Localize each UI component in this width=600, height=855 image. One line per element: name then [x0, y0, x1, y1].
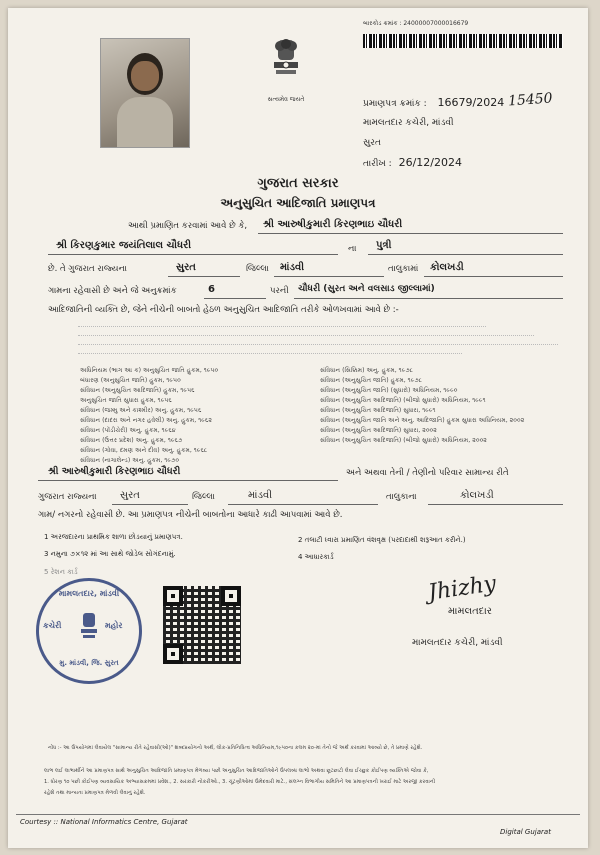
order-item: સંવિધાન (નાગાલેન્ડ) અનુ. હુકમ, ૧૯૭૦ [80, 457, 180, 464]
order-item: સંવિધાન (અનુસુચિત જાતિ) (સુધારો) અધિનિયમ, ૧૯૯૦ [320, 387, 458, 394]
signatory-title: મામલતદાર [448, 606, 492, 617]
state-label: ગુજરાત રાજ્યના [38, 492, 97, 502]
serial-number: 6 [208, 284, 215, 295]
basis-line: ગામ/ નગરનો રહેવાસી છે. આ પ્રમાણપત્ર નીચેની બાબતોના આધારે કાઢી આપવામાં આવે છે. [38, 510, 343, 520]
emblem-caption: સત્યમેવ જયતે [267, 96, 305, 103]
issuing-place: સુરત [363, 138, 381, 148]
qr-code [163, 586, 241, 664]
order-item: સંવિધાન (અનુસુચિત આદિજાતિ) હુકમ, ૧૯૫૬ [80, 387, 195, 394]
acts-paragraph [78, 318, 558, 354]
order-item: સંવિધાન (અનુસુચિત આદિજાતિ) (બીજો સુધારો) અધિનિયમ, ૧૯૯૧ [320, 397, 486, 404]
footer-note-3: 1. ધોરણ ૧૦ પછી કોઈપણ વ્યવસાયિક અભ્યાસક્રમમાં પ્રવેશ., 2. સરકારી નોકરીઓ., 3. ચૂંટણીઓમાં ઉમેદવારી માટે., સંલગ્ન વિભાગીય સમિતિને આ પ્રમાણપત્રની ખરાઈ માટે અરજી કરવાની [44, 779, 436, 785]
village: કોલખડી [430, 262, 464, 273]
village-2: કોલખડી [460, 490, 494, 501]
orders-right-list [320, 366, 570, 446]
order-item: સંવિધાન (જમ્મુ અને કાશ્મીર) અનુ. હુકમ, ૧૯૫૬ [80, 407, 202, 414]
zilla-label: જિલ્લા [246, 264, 269, 274]
issuing-office: મામલતદાર કચેરી, માંડવી [363, 118, 454, 128]
order-item: સંવિધાન (ઉત્તર પ્રદેશ) અનુ. હુકમ, ૧૯૬૭ [80, 437, 183, 444]
applicant-name-repeat: શ્રી આરુષીકુમારી કિરણભાઇ ચૌધરી [48, 466, 181, 477]
order-item: સંવિધાન (પોંડીચેરી) અનુ. હુકમ, ૧૯૬૪ [80, 427, 176, 434]
family-line: અને અથવા તેની / તેણીનો પરિવાર સામાન્ય રીતે [346, 468, 509, 478]
order-item: સંવિધાન (અનુસુચિત આદિજાતિ) (બીજો સુધારો) અધિનિયમ, ૨૦૦૨ [320, 437, 487, 444]
barcode-label: બારકોડ ક્રમાંક : 24000007000016679 [363, 20, 469, 27]
na-label: ના [348, 244, 357, 254]
tribe-name: ચૌધરી (સુરત અને વલસાડ જીલ્લામાં) [298, 284, 435, 294]
digital-gujarat-label: Digital Gujarat [500, 828, 551, 836]
footer-note-4: રહેશે તથા માન્યતા પ્રમાણપત્ર મેળવી લેવાનું રહેશે. [44, 790, 146, 796]
district-2: સુરત [120, 490, 140, 501]
signature-scribble: Jhizhy [426, 571, 498, 606]
document-item: 4 આધારકાર્ડ [298, 553, 334, 561]
order-item: સંવિધાન (દાદરા અને નગર હવેલી) અનુ. હુકમ, ૧૯૬૨ [80, 417, 213, 424]
order-item: અધિનિયમ (ભાગ આ ક) અનુસુચિત જાતિ હુકમ, ૧૯૫૦ [80, 367, 219, 374]
relation: પુત્રી [376, 240, 392, 251]
document-item: 5 રેશન કાર્ડ [44, 568, 78, 576]
taluka-2: માંડવી [248, 490, 273, 501]
order-item: અનુસુચિત જાતિ સુધારા હુકમ, ૧૯૫૬ [80, 397, 172, 404]
order-item: સંવિધાન (અનુસુચિત જાતિ) હુકમ, ૧૯૭૮ [320, 377, 423, 384]
order-item: સંવિધાન (ગોવા, દમણ અને દીવ) અનુ. હુકમ, ૧૯૬૮ [80, 447, 208, 454]
certificate-page [8, 8, 588, 848]
certificate-number-row: પ્રમાણપત્ર ક્રમાંક : 16679/2024 [363, 96, 505, 109]
taluka: માંડવી [280, 262, 305, 273]
father-name: શ્રી કિરણકુમાર જયંતિલાલ ચૌધરી [56, 240, 192, 251]
certificate-number: 16679/2024 [437, 96, 505, 109]
signatory-office: મામલતદાર કચેરી, માંડવી [412, 638, 503, 648]
state-prefix: છે. તે ગુજરાત રાજ્યના [48, 264, 127, 274]
official-stamp: મામલતદાર, માંડવી કચેરી મહોર મુ. માંડવી, જિ. સુરત [36, 578, 142, 684]
issue-date-row: તારીખ : 26/12/2024 [363, 156, 462, 169]
order-item: સંવિધાન (અનુસુચિત આદિજાતિ) સુધારા, ૨૦૦૨ [320, 427, 437, 434]
applicant-name: શ્રી આરુષીકુમારી કિરણભાઇ ચૌધરી [263, 219, 403, 230]
orders-left-list [80, 366, 310, 466]
district: સુરત [176, 262, 196, 273]
pachhi-label: પરની [270, 286, 289, 296]
tribe-line: આદિજાતિની વ્યક્તિ છે, જેને નીચેની બાબતો હેઠળ અનુસુચિત આદિજાતિ તરીકે ઓળખવામાં આવે છે :- [48, 305, 399, 315]
document-item: 1 અરજદારના પ્રાથમિક શાળા છોડયાનું પ્રમાણપત્ર. [44, 533, 183, 541]
taluka-label: તાલુકામાં [388, 264, 419, 274]
zilla-label-2: જિલ્લા [192, 492, 215, 502]
footer-note-2: લાભ લઈ લાભાર્થીને આ પ્રમાણપત્ર સાથે અનુસુચિત આદિજાતિ પ્રમાણપત્ર મેળવ્યા પછી અનુસુચિત આદિજાતિઓને ઉપલબ્ધ લાભો અથવા છૂટછાટો લેવા ઈચ્છુક કોઈપણ વ્યક્તિએ જોવા કે, [44, 768, 429, 774]
government-title: ગુજરાત સરકાર [257, 176, 339, 191]
footer-note: નોંધ :- આ ઉપયોગમાં લેવાયેલ "સામાન્ય રીતે રહેવાસી(ઓ)" શબ્દપ્રયોગનો અર્થ, લોક-પ્રતિનિધિત્વ અધિનિયમ,૧૯૫૦ના કલમ ૨૦-માં તેનો જે અર્થ કરવામાં આવ્યો છે, તે પ્રમાણે રહેશે. [48, 745, 423, 751]
village-line: ગામના રહેવાસી છે અને જે અનુક્રમાંક [48, 286, 177, 296]
document-item: 2 તલાટી ધ્વારા પ્રમાણિત વંશવૃક્ષ (પરદાદાથી શરૂઆત કરીને.) [298, 536, 466, 544]
barcode [363, 34, 563, 48]
issue-date: 26/12/2024 [398, 156, 462, 169]
document-item: 3 નમુના ૭×૧૨ માં આ સાથે જોડેલ સોગંદનામું. [44, 550, 176, 558]
certificate-title: અનુસુચિત આદિજાતિ પ્રમાણપત્ર [220, 196, 376, 210]
order-item: બંધારણ (અનુસુચિત જાતિ) હુકમ, ૧૯૫૦ [80, 377, 181, 384]
national-emblem-icon [266, 36, 306, 92]
stamp-emblem-icon [77, 611, 101, 645]
order-item: સંવિધાન (અનુસુચિત જાતિ અને અનુ. આદિજાતિ) હુકમ સુધારા અધિનિયમ, ૨૦૦૨ [320, 417, 525, 424]
taluka-label-2: તાલુકાના [386, 492, 417, 502]
certify-text: આથી પ્રમાણિત કરવામાં આવે છે કે, [128, 221, 248, 231]
order-item: સંવિધાન (સિક્કિમ) અનુ. હુકમ, ૧૯૭૮ [320, 367, 414, 374]
order-item: સંવિધાન (અનુસુચિત આદિજાતિ) સુધારા, ૧૯૯૧ [320, 407, 436, 414]
applicant-photo [100, 38, 190, 148]
handwritten-number: 15450 [507, 90, 554, 110]
courtesy-text: Courtesy :: National Informatics Centre, Gujarat [20, 818, 188, 826]
